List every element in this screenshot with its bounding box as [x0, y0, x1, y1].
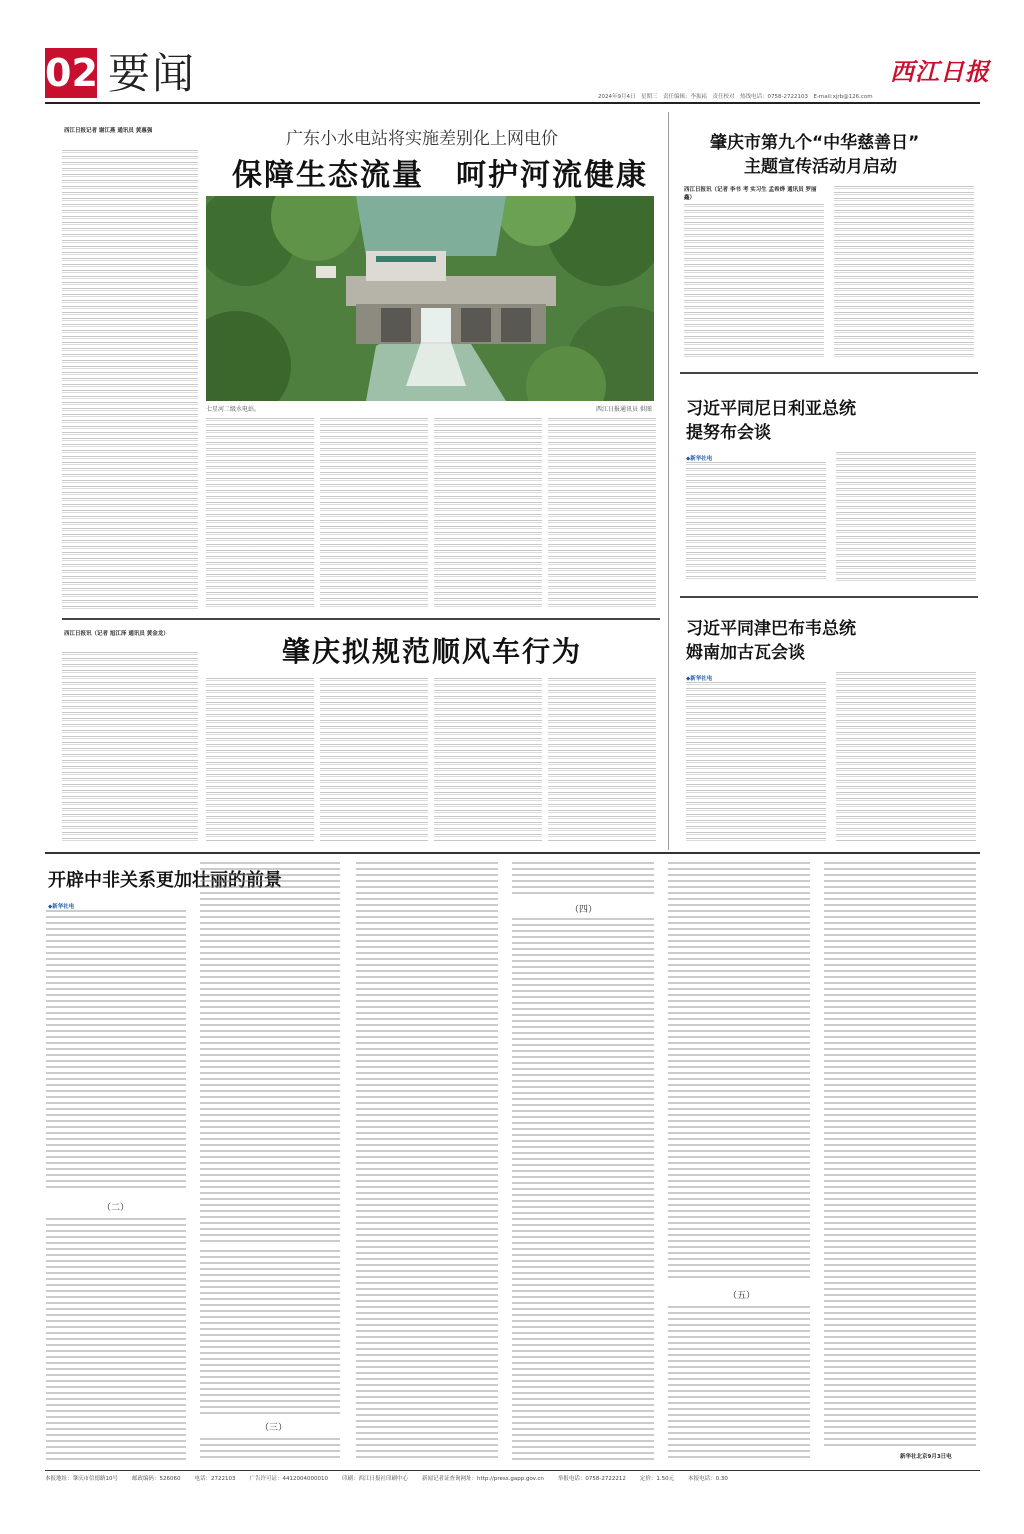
page-number-box	[45, 48, 97, 98]
china-africa-col4	[512, 862, 654, 898]
lead-bottom-rule	[62, 618, 660, 620]
lead-body-col2	[206, 418, 314, 610]
section-mark-3: （三）	[260, 1423, 288, 1433]
china-africa-col4b	[512, 918, 654, 1462]
china-africa-col5b	[668, 1306, 810, 1462]
hydropower-station-illustration	[206, 196, 654, 401]
zimbabwe-tag: ◆新华社电	[686, 676, 713, 682]
lead-body-col1	[62, 150, 198, 610]
footer-bar	[45, 1474, 980, 1486]
newspaper-logo: 西江日报	[890, 57, 990, 86]
china-africa-col6	[824, 862, 976, 1450]
section-mark-2: （二）	[102, 1203, 130, 1213]
windcar-body-col5	[548, 678, 656, 842]
windcar-body-col1	[62, 652, 198, 842]
windcar-body-col4	[434, 678, 542, 842]
windcar-headline: 肇庆拟规范顺风车行为	[282, 635, 583, 668]
lead-body-col4	[434, 418, 542, 610]
masthead-rule	[45, 102, 980, 104]
windcar-body-col2	[206, 678, 314, 842]
footer-rule	[45, 1470, 980, 1471]
masthead-meta: 2024年9月4日 星期三 责任编辑：李振崧 责任校对 热线电话：0758-2722103 E-mail:xjrb@126.com	[598, 94, 873, 100]
footer-phone: 电话：2722103	[194, 1476, 236, 1482]
footer-extra: 本报电话：0.30	[688, 1476, 728, 1482]
nigeria-headline-line2: 提努布会谈	[686, 423, 771, 443]
windcar-body-col3	[320, 678, 428, 842]
zimbabwe-headline-line2: 姆南加古瓦会谈	[686, 643, 805, 663]
lead-body-col5	[548, 418, 656, 610]
nigeria-body-col1	[686, 462, 826, 582]
charity-body-col1	[684, 204, 824, 360]
charity-byline: 西江日报讯（记者 李书 考 实习生 孟希烨 通讯员 罗丽鑫）	[684, 187, 817, 201]
windcar-byline: 西江日报讯（记者 旭江泽 通讯员 黄金龙）	[64, 631, 169, 637]
section-mark-4: （四）	[570, 905, 598, 915]
charity-body-col2	[834, 186, 974, 360]
china-africa-col1b	[46, 1218, 186, 1460]
charity-headline-line1: 肇庆市第九个“中华慈善日”	[710, 133, 920, 153]
footer-ad-license: 广告许可证：4412004000010	[249, 1476, 328, 1482]
china-africa-col5	[668, 862, 810, 1280]
china-africa-col1	[46, 910, 186, 1190]
charity-headline-line2: 主题宣传活动月启动	[744, 157, 897, 177]
footer-address: 本报地址：肇庆市信德路10号	[45, 1476, 118, 1482]
china-africa-col2b	[200, 1250, 340, 1415]
lead-photo-caption-right: 西江日报通讯员 供图	[596, 406, 652, 413]
column-divider-right	[668, 112, 669, 850]
section-title: 要闻	[108, 49, 197, 98]
lead-byline: 西江日报记者 谢江燕 通讯员 黄惠强	[64, 128, 153, 134]
zimbabwe-headline-line1: 习近平同津巴布韦总统	[686, 619, 856, 639]
page-number: 02	[45, 51, 98, 95]
lead-photo	[206, 196, 654, 401]
charity-bottom-rule	[680, 372, 978, 374]
zimbabwe-body-col2	[836, 672, 976, 842]
lead-headline: 保障生态流量 呵护河流健康	[232, 158, 648, 193]
footer-printer: 印刷：西江日报社印刷中心	[342, 1476, 409, 1482]
bottom-section-rule	[45, 852, 980, 854]
china-africa-col2c	[200, 1438, 340, 1462]
section-mark-5: （五）	[728, 1291, 756, 1301]
nigeria-headline-line1: 习近平同尼日利亚总统	[686, 399, 856, 419]
china-africa-headline: 开辟中非关系更加壮丽的前景	[48, 870, 282, 891]
lead-body-col3	[320, 418, 428, 610]
china-africa-tag: ◆新华社电	[48, 904, 75, 910]
china-africa-col3	[356, 862, 498, 1462]
lead-photo-caption-left: 七星河二级水电站。	[206, 406, 261, 413]
zimbabwe-body-col1	[686, 682, 826, 842]
lead-kicker: 广东小水电站将实施差别化上网电价	[286, 129, 558, 149]
china-africa-col2	[200, 862, 340, 1242]
nigeria-tag: ◆新华社电	[686, 456, 713, 462]
footer-hotline: 举报电话：0758-2722212	[557, 1476, 626, 1482]
china-africa-footer-note: 新华社北京9月3日电	[900, 1454, 952, 1460]
nigeria-bottom-rule	[680, 596, 978, 598]
footer-price: 定价：1.50元	[639, 1476, 675, 1482]
footer-postcode: 邮政编码：526060	[132, 1476, 181, 1482]
nigeria-body-col2	[836, 452, 976, 582]
footer-press-url: 新闻记者证查询网址：http://press.gapp.gov.cn	[422, 1476, 544, 1482]
